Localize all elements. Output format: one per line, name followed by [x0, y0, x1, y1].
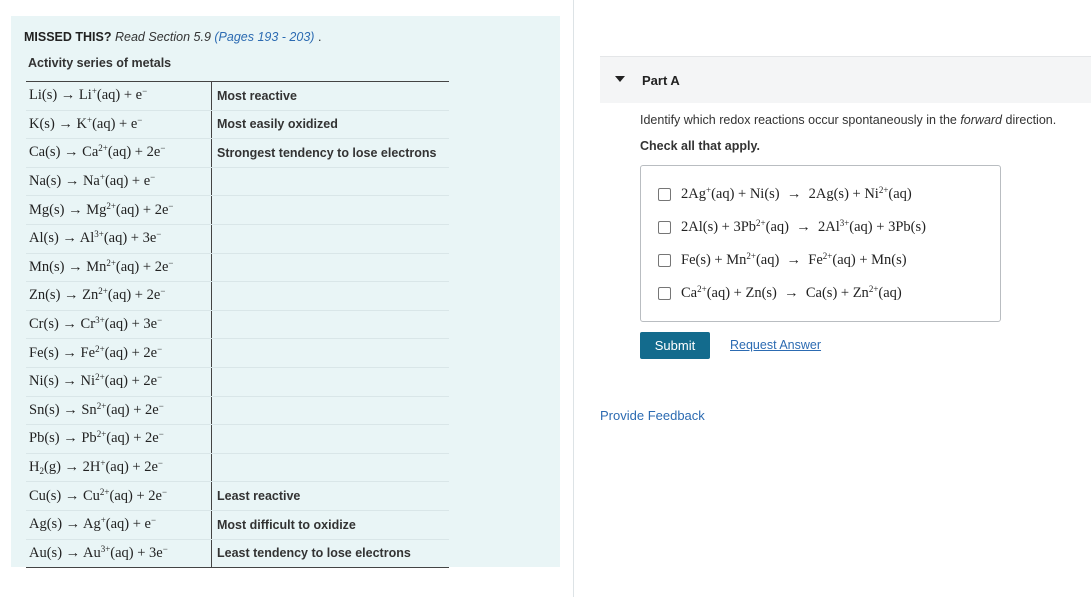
option-row[interactable]: [658, 216, 926, 238]
reactivity-note-cell: [212, 425, 450, 454]
reactivity-note-cell: Most difficult to oxidize: [212, 510, 450, 539]
missed-this-note: [24, 30, 321, 44]
table-row: [26, 310, 449, 339]
activity-series-table: [26, 81, 449, 568]
half-reaction-cell: $Pb(s) \to Pb^{2+}(aq) + 2e^-$: [26, 425, 212, 454]
option-label: $Ca^{2+}(aq) + Zn(s) \to Ca(s) + Zn^{2+}(aq)$: [681, 283, 902, 301]
option-checkbox[interactable]: [658, 221, 671, 234]
reactivity-note-cell: [212, 367, 450, 396]
reactivity-note-cell: [212, 453, 450, 482]
option-row[interactable]: [658, 282, 902, 304]
instruction-text-pre: Identify which redox reactions occur spontaneously in the: [640, 113, 961, 127]
table-row: [26, 339, 449, 368]
half-reaction-cell: $Au(s) \to Au^{3+}(aq) + 3e^-$: [26, 539, 212, 568]
part-a-header[interactable]: [600, 56, 1091, 103]
half-reaction-cell: $Ca(s) \to Ca^{2+}(aq) + 2e^-$: [26, 139, 212, 168]
table-row: [26, 396, 449, 425]
pages-link[interactable]: (Pages 193 - 203): [214, 30, 315, 44]
table-row: [26, 453, 449, 482]
table-title: Activity series of metals: [28, 56, 172, 70]
option-checkbox[interactable]: [658, 287, 671, 300]
reactivity-note-cell: Strongest tendency to lose electrons: [212, 139, 450, 168]
option-checkbox[interactable]: [658, 254, 671, 267]
option-row[interactable]: [658, 183, 912, 205]
option-label: $Fe(s) + Mn^{2+}(aq) \to Fe^{2+}(aq) + Mn(s)$: [681, 250, 907, 268]
half-reaction-cell: Ag(s) → Ag+(aq) + e−: [26, 510, 212, 539]
table-row: [26, 425, 449, 454]
table-row: [26, 167, 449, 196]
table-row: [26, 224, 449, 253]
reactivity-note-cell: [212, 282, 450, 311]
table-row: [26, 367, 449, 396]
reactivity-note-cell: [212, 339, 450, 368]
half-reaction-cell: Na(s) → Na+(aq) + e−: [26, 167, 212, 196]
half-reaction-cell: $Cr(s) \to Cr^{3+}(aq) + 3e^-$: [26, 310, 212, 339]
answer-options: [640, 165, 1001, 322]
reactivity-note-cell: Least reactive: [212, 482, 450, 511]
table-row: [26, 282, 449, 311]
half-reaction-cell: $Al(s) \to Al^{3+}(aq) + 3e^-$: [26, 224, 212, 253]
table-row: [26, 482, 449, 511]
panel-divider: [573, 0, 574, 597]
half-reaction-cell: $Fe(s) \to Fe^{2+}(aq) + 2e^-$: [26, 339, 212, 368]
instruction-emphasis: forward: [960, 113, 1003, 127]
missed-this-label: MISSED THIS?: [24, 30, 112, 44]
reactivity-note-cell: Most easily oxidized: [212, 110, 450, 139]
reactivity-note-cell: Least tendency to lose electrons: [212, 539, 450, 568]
half-reaction-cell: $Mn(s) \to Mn^{2+}(aq) + 2e^-$: [26, 253, 212, 282]
table-row: [26, 196, 449, 225]
reactivity-note-cell: [212, 224, 450, 253]
instruction-text-post: direction.: [1002, 113, 1057, 127]
reactivity-note-cell: Most reactive: [212, 82, 450, 111]
option-row[interactable]: [658, 249, 907, 271]
reactivity-note-cell: [212, 396, 450, 425]
check-all-label: Check all that apply.: [640, 139, 760, 153]
reactivity-note-cell: [212, 253, 450, 282]
table-row: [26, 510, 449, 539]
caret-down-icon[interactable]: [615, 76, 625, 82]
reference-panel: [11, 16, 560, 567]
submit-button[interactable]: Submit: [640, 332, 710, 359]
table-row: [26, 110, 449, 139]
question-instructions: [640, 113, 1056, 127]
missed-this-period: .: [317, 30, 322, 44]
half-reaction-cell: $Mg(s) \to Mg^{2+}(aq) + 2e^-$: [26, 196, 212, 225]
table-row: [26, 82, 449, 111]
table-row: [26, 139, 449, 168]
provide-feedback-link[interactable]: Provide Feedback: [600, 408, 705, 423]
half-reaction-cell: $H_2(g) \to 2H^+(aq) + 2e^-$: [26, 453, 212, 482]
half-reaction-cell: $Zn(s) \to Zn^{2+}(aq) + 2e^-$: [26, 282, 212, 311]
half-reaction-cell: K(s) → K+(aq) + e−: [26, 110, 212, 139]
read-section-text: Read Section 5.9: [115, 30, 211, 44]
half-reaction-cell: $Cu(s) \to Cu^{2+}(aq) + 2e^-$: [26, 482, 212, 511]
request-answer-link[interactable]: Request Answer: [730, 338, 822, 352]
reactivity-note-cell: [212, 167, 450, 196]
option-label: $2Ag^+(aq) + Ni(s) \to 2Ag(s) + Ni^{2+}(aq)$: [681, 184, 912, 202]
reactivity-note-cell: [212, 310, 450, 339]
option-checkbox[interactable]: [658, 188, 671, 201]
table-row: [26, 539, 449, 568]
half-reaction-cell: $Ni(s) \to Ni^{2+}(aq) + 2e^-$: [26, 367, 212, 396]
option-label: $2Al(s) + 3Pb^{2+}(aq) \to 2Al^{3+}(aq) + 3Pb(s)$: [681, 217, 926, 235]
reactivity-note-cell: [212, 196, 450, 225]
half-reaction-cell: $Sn(s) \to Sn^{2+}(aq) + 2e^-$: [26, 396, 212, 425]
part-label: Part A: [642, 73, 680, 88]
table-row: [26, 253, 449, 282]
half-reaction-cell: Li(s) → Li+(aq) + e−: [26, 82, 212, 111]
